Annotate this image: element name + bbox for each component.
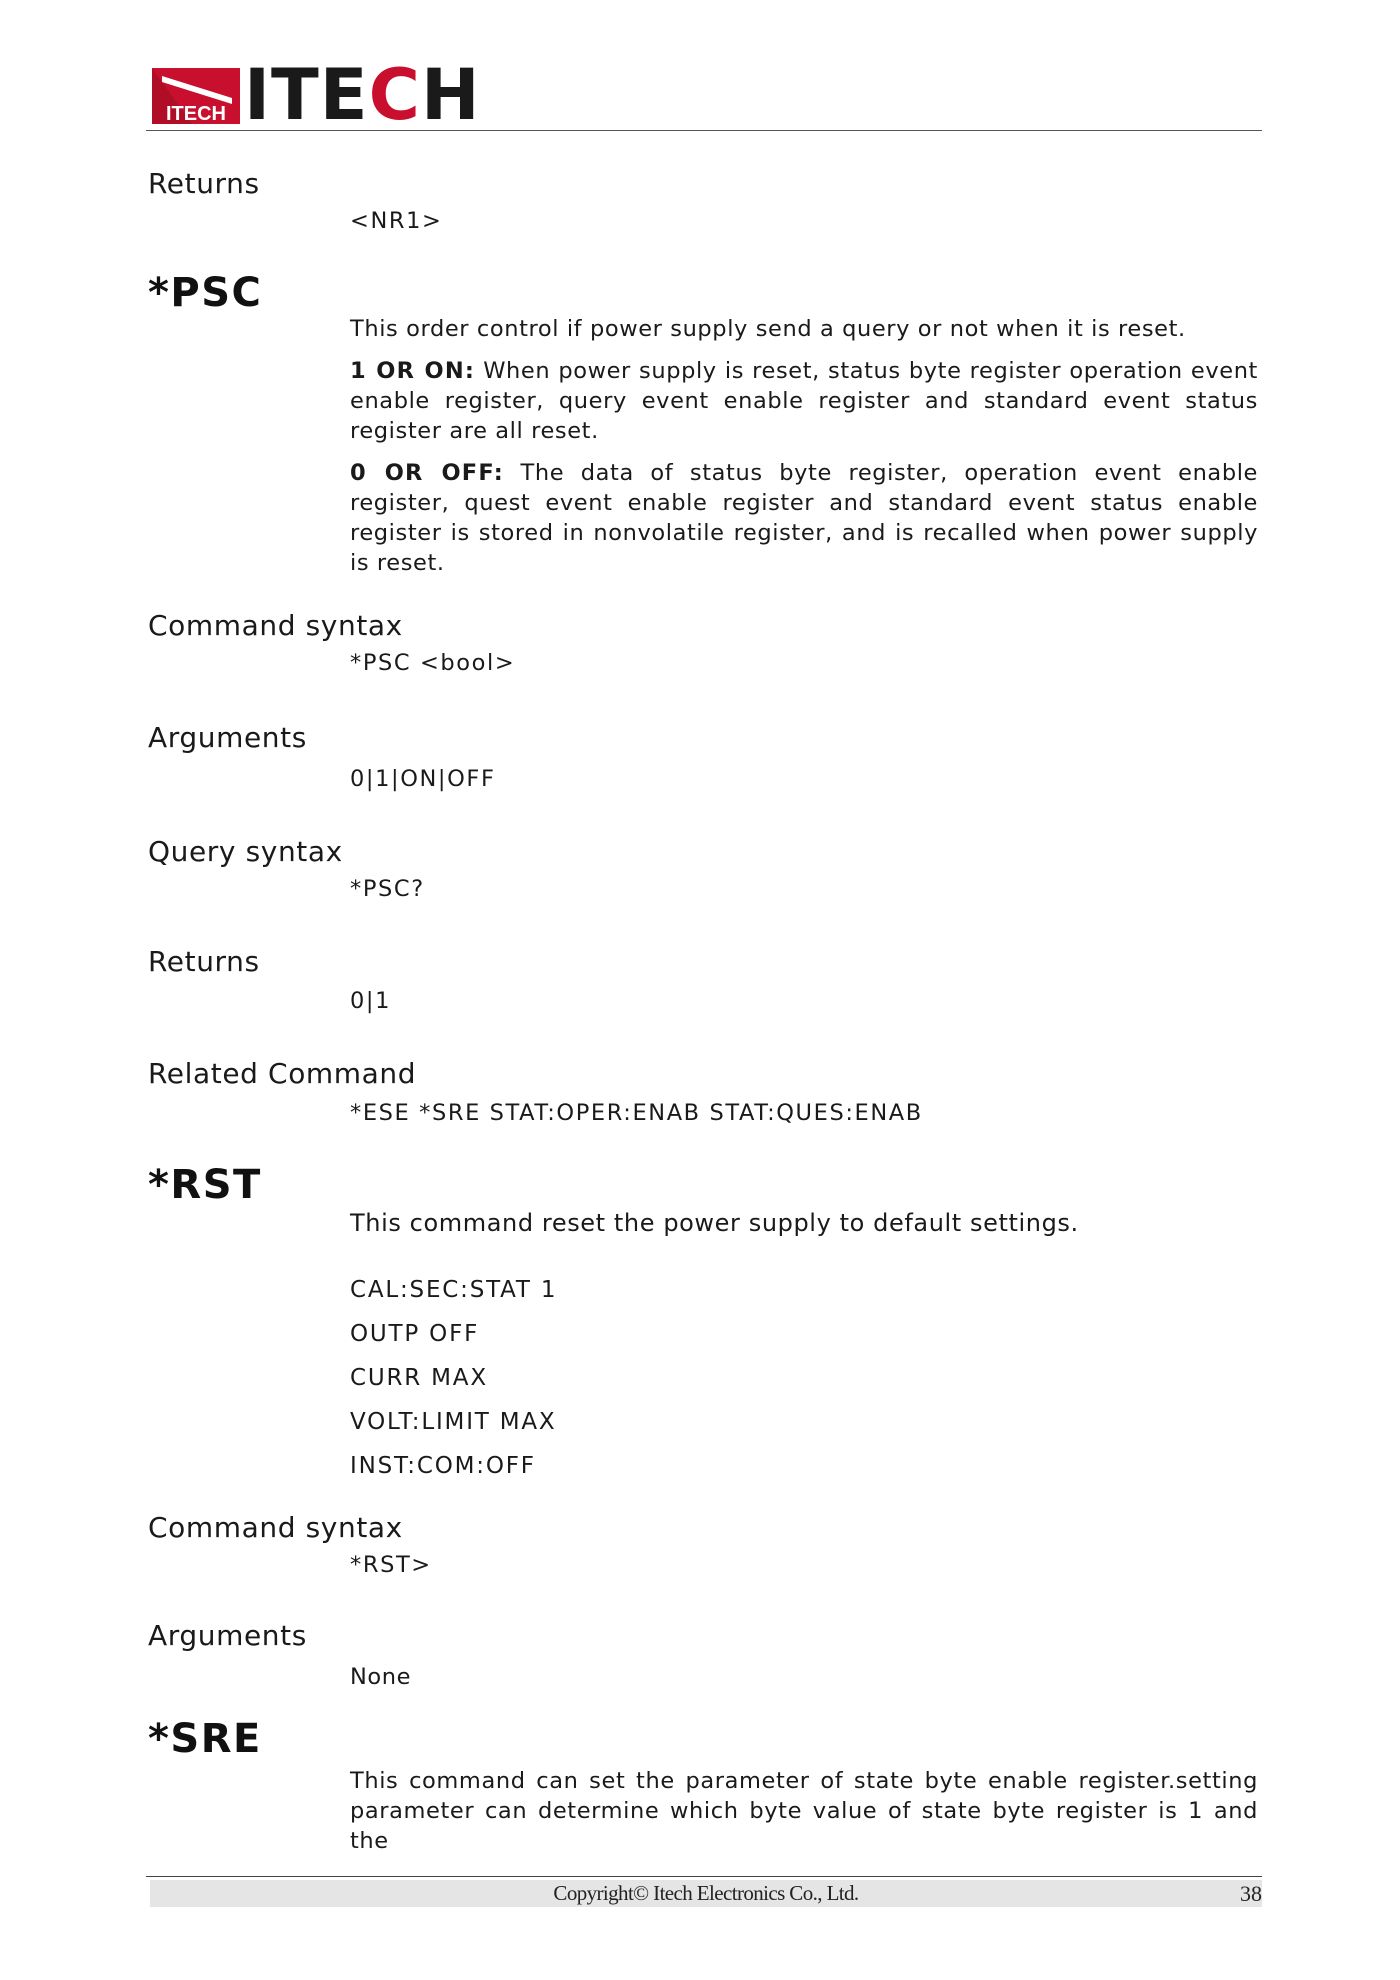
logo-text-part2: H: [421, 54, 481, 136]
rst-arguments-label: Arguments: [148, 1619, 307, 1652]
psc-returns: 0|1: [350, 988, 392, 1014]
rst-default-item: INST:COM:OFF: [350, 1453, 536, 1479]
psc-description: This order control if power supply send a query or not when it is reset.: [350, 316, 1186, 342]
rst-default-item: VOLT:LIMIT MAX: [350, 1409, 557, 1435]
psc-arguments: 0|1|ON|OFF: [350, 766, 496, 792]
psc-option-on: [350, 356, 1258, 446]
rst-defaults-list: [148, 1268, 1258, 1488]
itech-logo: [152, 54, 481, 136]
psc-related-label: Related Command: [148, 1057, 417, 1090]
logo-text-c: C: [368, 54, 421, 136]
psc-query-syntax: *PSC?: [350, 876, 425, 902]
page-content: [148, 150, 1258, 1856]
footer-copyright: Copyright© Itech Electronics Co., Ltd.: [553, 1881, 859, 1905]
sre-heading: *SRE: [148, 1716, 262, 1762]
logo-mark-text: ITECH: [166, 103, 226, 124]
psc-query-syntax-label: Query syntax: [148, 835, 343, 868]
psc-related: *ESE *SRE STAT:OPER:ENAB STAT:QUES:ENAB: [350, 1100, 923, 1126]
page-number: 38: [1240, 1881, 1262, 1906]
rst-heading: *RST: [148, 1162, 262, 1208]
rst-command-syntax: *RST>: [350, 1552, 432, 1578]
rst-default-item: CAL:SEC:STAT 1: [350, 1277, 558, 1303]
psc-option-off-text: The data of status byte register, operation event enable register, quest event enable register and standard event status enable register is stored in nonvolatile register, and is recalled when power supply is reset.: [350, 460, 1258, 576]
rst-default-item: CURR MAX: [350, 1365, 488, 1391]
logo-wordmark: [244, 54, 481, 136]
returns-label: Returns: [148, 167, 260, 200]
psc-returns-label: Returns: [148, 945, 260, 978]
rst-command-syntax-label: Command syntax: [148, 1511, 403, 1544]
returns-value: <NR1>: [350, 208, 443, 234]
page-header: [146, 54, 1262, 136]
psc-option-on-text: When power supply is reset, status byte register operation event enable register, query event enable register and standard event status register are all reset.: [350, 358, 1258, 444]
psc-option-off: [350, 458, 1258, 578]
psc-description-block: [350, 314, 1258, 578]
rst-arguments: None: [350, 1664, 412, 1690]
sre-description: This command can set the parameter of state byte enable register.setting parameter can determine which byte value of state byte register is 1 and the: [350, 1768, 1258, 1854]
sre-description-block: [350, 1766, 1258, 1856]
psc-heading: *PSC: [148, 270, 263, 316]
psc-option-on-label: 1 OR ON:: [350, 358, 476, 384]
footer-divider: [146, 1876, 1262, 1877]
rst-description: This command reset the power supply to default settings.: [350, 1209, 1079, 1237]
rst-default-item: OUTP OFF: [350, 1321, 480, 1347]
itech-logo-mark-icon: [152, 68, 240, 124]
psc-arguments-label: Arguments: [148, 721, 307, 754]
psc-command-syntax: *PSC <bool>: [350, 650, 516, 676]
psc-option-off-label: 0 OR OFF:: [350, 460, 504, 486]
psc-command-syntax-label: Command syntax: [148, 609, 403, 642]
logo-text-part1: ITE: [244, 54, 369, 136]
